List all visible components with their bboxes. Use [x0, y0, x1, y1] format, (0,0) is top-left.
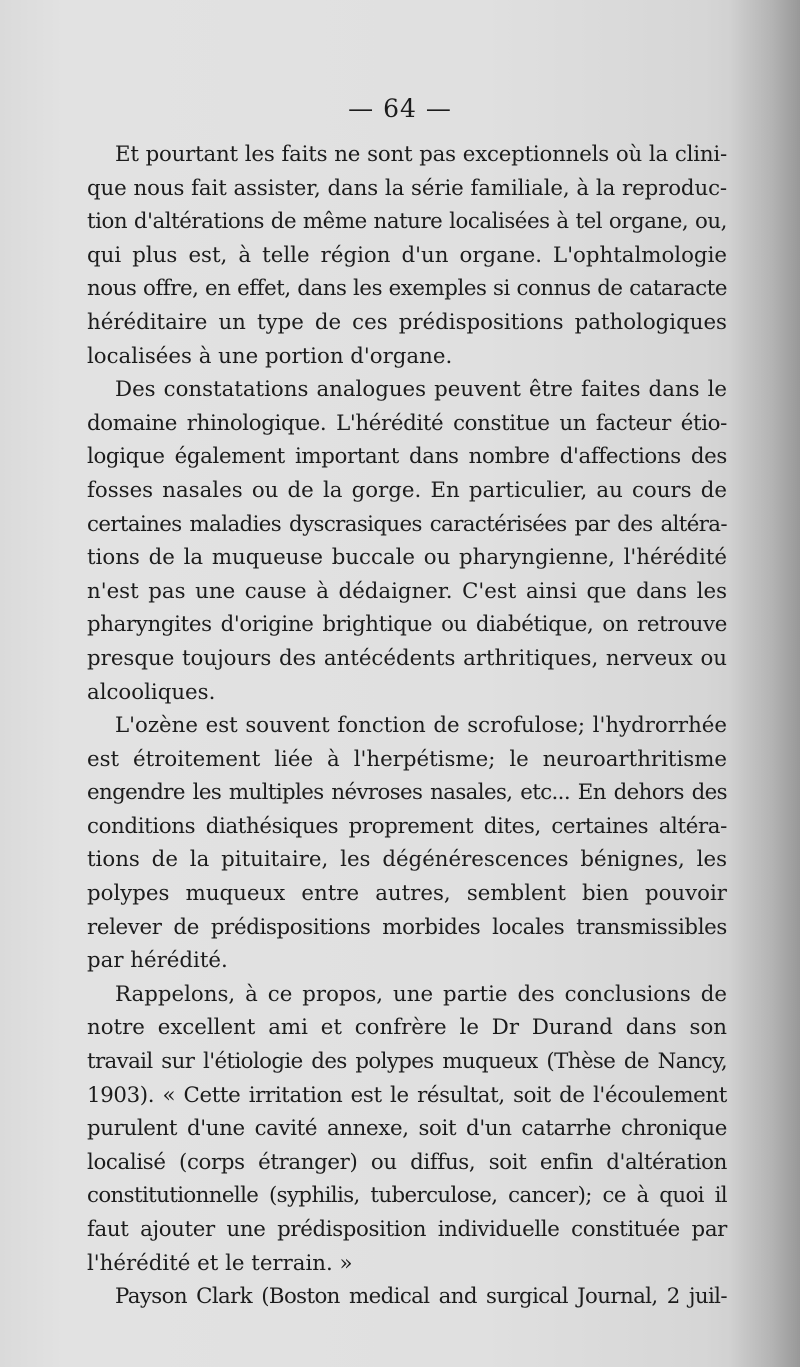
text-line: héréditaire un type de ces prédispositions pathologiques — [87, 309, 727, 335]
paragraph-2 — [87, 373, 727, 709]
text-line: Payson Clark (Boston medical and surgical Journal, 2 juil- — [115, 1284, 727, 1310]
body-text — [87, 138, 727, 1314]
text-line: domaine rhinologique. L'hérédité constitue un facteur étio- — [87, 410, 727, 436]
text-line: qui plus est, à telle région d'un organe. L'ophtalmologie — [87, 242, 727, 268]
text-line: presque toujours des antécédents arthritiques, nerveux ou — [87, 645, 727, 671]
text-line: polypes muqueux entre autres, semblent bien pouvoir — [87, 881, 727, 907]
text-line: relever de prédispositions morbides locales transmissibles — [87, 914, 727, 940]
text-line: localisées à une portion d'organe. — [87, 343, 453, 369]
paragraph-3 — [87, 709, 727, 978]
text-line: tions de la muqueuse buccale ou pharyngienne, l'hérédité — [87, 545, 727, 571]
text-line: certaines maladies dyscrasiques caractérisées par des altéra- — [87, 511, 727, 537]
text-line: conditions diathésiques proprement dites, certaines altéra- — [87, 813, 727, 839]
text-line: tions de la pituitaire, les dégénérescences bénignes, les — [87, 847, 727, 873]
text-line: faut ajouter une prédisposition individuelle constituée par — [87, 1217, 727, 1242]
text-line: que nous fait assister, dans la série familiale, à la reproduc- — [87, 175, 727, 201]
text-line: par hérédité. — [87, 948, 228, 974]
text-line: pharyngites d'origine brightique ou diabétique, on retrouve — [87, 612, 727, 638]
text-line: est étroitement liée à l'herpétisme; le neuroarthritisme — [87, 746, 727, 772]
paragraph-4 — [87, 978, 727, 1280]
text-line: L'ozène est souvent fonction de scrofulose; l'hydrorrhée — [115, 713, 727, 739]
text-line: localisé (corps étranger) ou diffus, soit enfin d'altération — [87, 1149, 727, 1175]
text-line: Et pourtant les faits ne sont pas exceptionnels où la clini- — [115, 142, 727, 167]
text-line: Des constatations analogues peuvent être faites dans le — [115, 377, 727, 403]
text-line: nous offre, en effet, dans les exemples si connus de cataracte — [87, 276, 727, 302]
page-edge-shadow — [730, 0, 800, 1367]
paragraph-5 — [87, 1280, 727, 1314]
text-line: 1903). « Cette irritation est le résultat, soit de l'écoulement — [87, 1082, 727, 1108]
text-line: constitutionnelle (syphilis, tuberculose, cancer); ce à quoi il — [87, 1183, 727, 1209]
text-line: engendre les multiples névroses nasales, etc... En dehors des — [87, 780, 727, 806]
text-line: travail sur l'étiologie des polypes muqueux (Thèse de Nancy, — [87, 1049, 727, 1075]
text-line: Rappelons, à ce propos, une partie des conclusions de — [115, 981, 727, 1007]
page-number: — 64 — — [348, 94, 452, 123]
text-line: n'est pas une cause à dédaigner. C'est ainsi que dans les — [87, 578, 727, 604]
text-line: purulent d'une cavité annexe, soit d'un catarrhe chronique — [87, 1116, 727, 1142]
text-line: l'hérédité et le terrain. » — [87, 1250, 353, 1276]
text-line: tion d'altérations de même nature localisées à tel organe, ou, — [87, 209, 727, 235]
text-line: logique également important dans nombre d'affections des — [87, 444, 727, 470]
text-line: alcooliques. — [87, 679, 216, 705]
paragraph-1 — [87, 138, 727, 373]
text-line: fosses nasales ou de la gorge. En particulier, au cours de — [87, 477, 727, 503]
text-line: notre excellent ami et confrère le Dr Durand dans son — [87, 1015, 727, 1041]
